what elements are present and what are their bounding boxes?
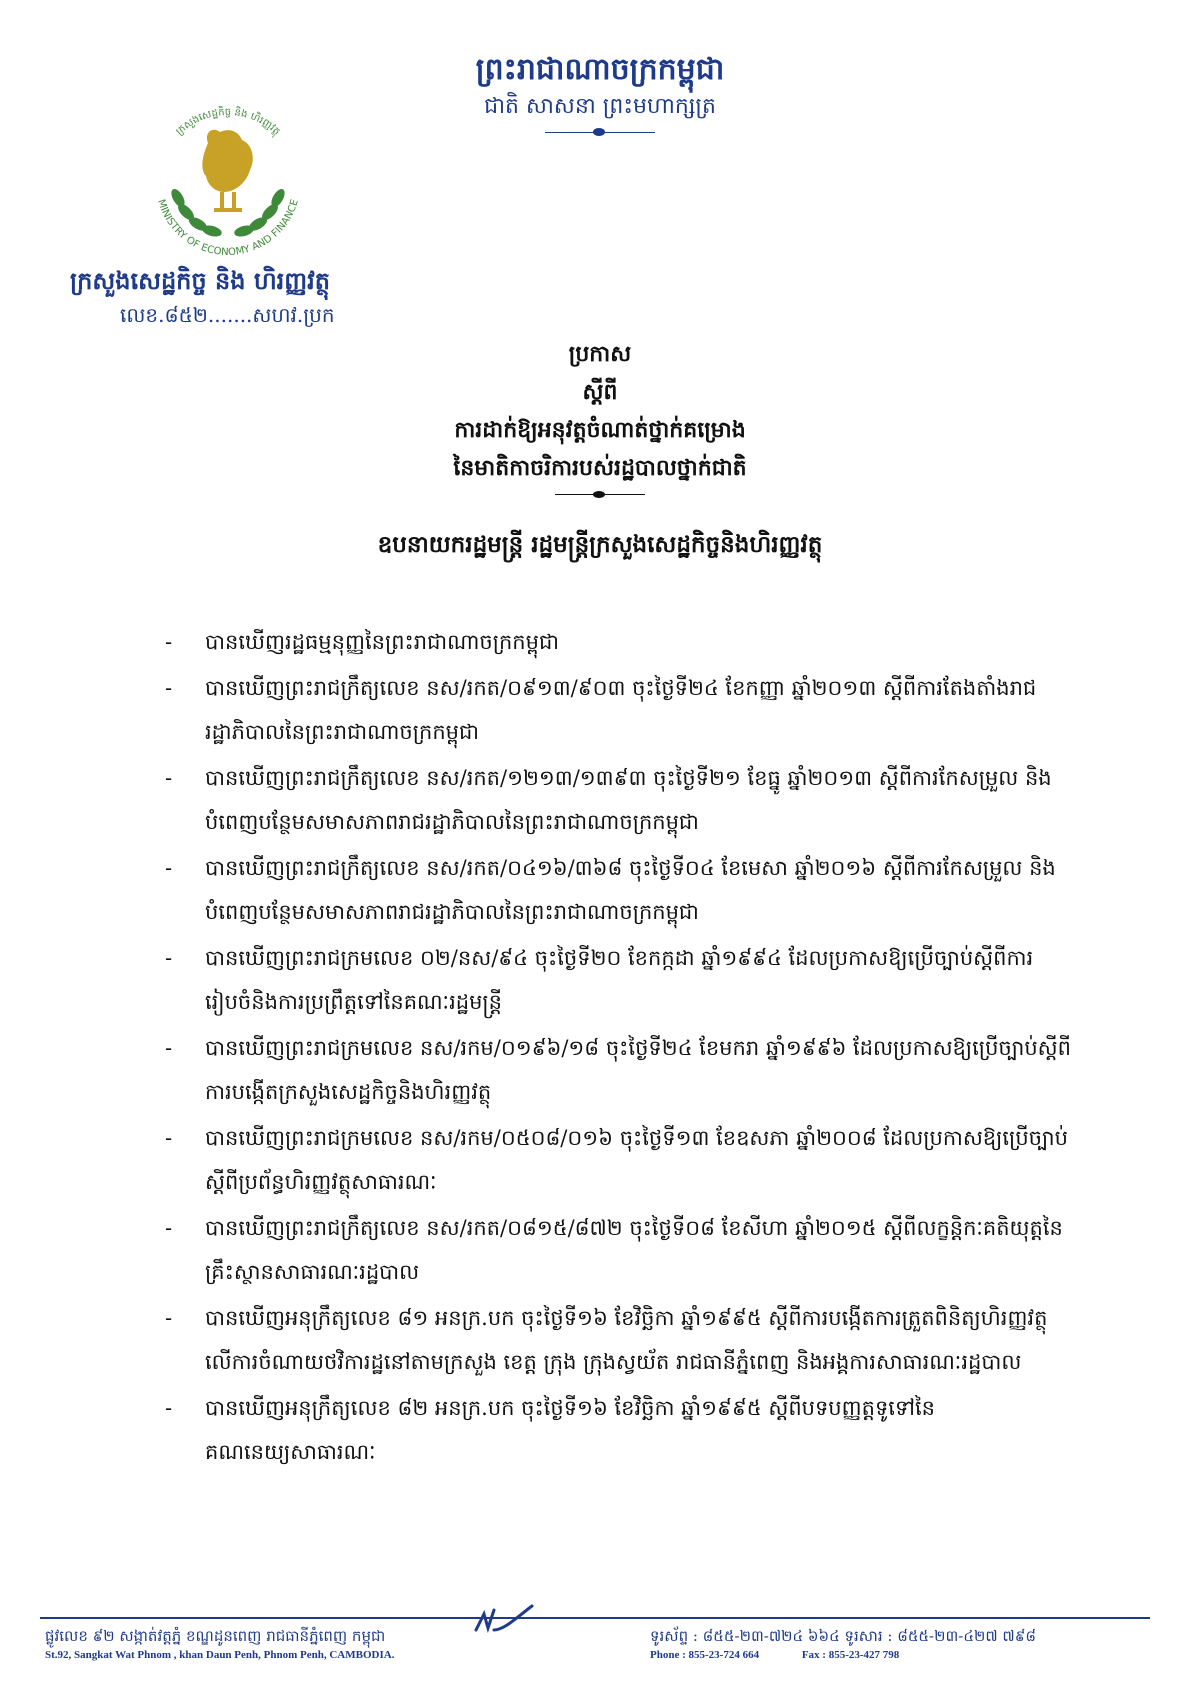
kingdom-header (440, 50, 760, 138)
ministry-name: ក្រសួងសេដ្ឋកិច្ច និង ហិរញ្ញវត្ថុ (70, 266, 330, 295)
list-item: - បានឃើញព្រះរាជក្រឹត្យលេខ នស/រកត/០៨១៥/៨៧២ ចុះថ្ងៃទី០៨ ខែសីហា ឆ្នាំ២០១៥ ស្តីពីលក្ខន្តិកៈគតិយុត្តនៃគ្រឹះស្ថានសាធារណៈរដ្ឋបាល (165, 1216, 1063, 1284)
list-item: - បានឃើញព្រះរាជក្រមលេខ ០២/នស/៩៤ ចុះថ្ងៃទី២០ ខែកក្កដា ឆ្នាំ១៩៩៤ ដែលប្រកាសឱ្យប្រើច្បាប់ស្តីពីការរៀបចំនិងការប្រព្រឹត្តទៅនៃគណៈរដ្ឋមន្ត្រី (165, 946, 1034, 1014)
title-ornament-divider (555, 491, 645, 499)
list-item: - បានឃើញព្រះរាជក្រឹត្យលេខ នស/រកត/១២១៣/១៣៩៣ ចុះថ្ងៃទី២១ ខែធ្នូ ឆ្នាំ២០១៣ ស្តីពីការកែសម្រួល និងបំពេញបន្ថែមសមាសភាពរាជរដ្ឋាភិបាលនៃព្រះរាជាណាចក្រកម្ពុជា (165, 766, 1052, 834)
svg-text:MINISTRY OF ECONOMY AND FINANC (155, 198, 301, 258)
contact-khmer: ទូរស័ព្ទ : ៨៥៥-២៣-៧២៤ ៦៦៤ ទូរសារ : ៨៥៥-២៣-៤២៧ ៧៩៨ (650, 1627, 1036, 1645)
legal-basis-list (165, 620, 1075, 1476)
address-english: St.92, Sangkat Wat Phnom , khan Daun Penh, Phnom Penh, CAMBODIA. (45, 1649, 395, 1661)
emblem-text-top: ក្រសួងសេដ្ឋកិច្ច និង ហិរញ្ញវត្ថុ (174, 106, 283, 138)
list-item: - បានឃើញព្រះរាជក្រឹត្យលេខ នស/រកត/០៤១៦/៣៦៨ ចុះថ្ងៃទី០៤ ខែមេសា ឆ្នាំ២០១៦ ស្តីពីការកែសម្រួល និងបំពេញបន្ថែមសមាសភាពរាជរដ្ឋាភិបាលនៃព្រះរាជាណាចក្រកម្ពុជា (165, 856, 1056, 924)
list-item: - បានឃើញព្រះរាជក្រមលេខ នស/រកម/០៥០៨/០១៦ ចុះថ្ងៃទី១៣ ខែឧសភា ឆ្នាំ២០០៨ ដែលប្រកាសឱ្យប្រើច្បាប់ស្តីពីប្រព័ន្ធហិរញ្ញវត្ថុសាធារណៈ (165, 1126, 1068, 1194)
title-subject-line-2: នៃមាតិកាចរិការបស់រដ្ឋបាលថ្នាក់ជាតិ (453, 455, 747, 481)
fax-number: Fax : 855-23-427 798 (801, 1649, 900, 1661)
address-khmer: ផ្លូវលេខ ៩២ សង្កាត់វត្តភ្នំ ខណ្ឌដូនពេញ រាជធានីភ្នំពេញ កម្ពុជា (45, 1627, 386, 1645)
list-item: - បានឃើញអនុក្រឹត្យលេខ ៨២ អនក្រ.បក ចុះថ្ងៃទី១៦ ខែវិច្ឆិកា ឆ្នាំ១៩៩៥ ស្តីពីបទបញ្ញត្តទូទៅនៃគណនេយ្យសាធារណៈ (165, 1396, 935, 1464)
national-motto: ជាតិ សាសនា ព្រះមហាក្សត្រ (484, 94, 716, 119)
kingdom-title: ព្រះរាជាណាចក្រកម្ពុជា (475, 52, 725, 87)
document-title-block (260, 335, 940, 564)
header-ornament-divider (545, 128, 655, 138)
title-on: ស្តីពី (582, 379, 618, 405)
phone-number: Phone : 855-23-724 664 (650, 1649, 760, 1661)
footer-divider (40, 1617, 1150, 1619)
minister-heading: ឧបនាយករដ្ឋមន្ត្រី រដ្ឋមន្ត្រីក្រសួងសេដ្ឋកិច្ចនិងហិរញ្ញវត្ថុ (377, 531, 823, 558)
contact-english (650, 1647, 1150, 1663)
list-item: - បានឃើញព្រះរាជក្រមលេខ នស/រកម/០១៩៦/១៨ ចុះថ្ងៃទី២៤ ខែមករា ឆ្នាំ១៩៩៦ ដែលប្រកាសឱ្យប្រើច្បាប់ស្តីពីការបង្កើតក្រសួងសេដ្ឋកិច្ចនិងហិរញ្ញវត្ថុ (165, 1036, 1071, 1104)
title-prakas: ប្រកាស (568, 341, 632, 367)
list-item: - បានឃើញរដ្ឋធម្មនុញ្ញនៃព្រះរាជាណាចក្រកម្ពុជា (165, 630, 559, 654)
emblem-text-bottom: MINISTRY OF ECONOMY AND FINANCE (155, 198, 301, 259)
footer-address (45, 1625, 505, 1663)
reference-number: លេខ.៨៥២.......សហវ.ប្រក (120, 303, 335, 327)
ministry-emblem-logo (138, 88, 318, 268)
list-item: - បានឃើញព្រះរាជក្រឹត្យលេខ នស/រកត/០៩១៣/៩០៣ ចុះថ្ងៃទី២៤ ខែកញ្ញា ឆ្នាំ២០១៣ ស្តីពីការតែងតាំងរាជរដ្ឋាភិបាលនៃព្រះរាជាណាចក្រកម្ពុជា (165, 676, 1037, 744)
footer-contact (650, 1625, 1150, 1663)
title-subject-line-1: ការដាក់ឱ្យអនុវត្តចំណាត់ថ្នាក់គម្រោង (454, 417, 746, 443)
list-item: - បានឃើញអនុក្រឹត្យលេខ ៨១ អនក្រ.បក ចុះថ្ងៃទី១៦ ខែវិច្ឆិកា ឆ្នាំ១៩៩៥ ស្តីពីការបង្កើតការត្រួតពិនិត្យហិរញ្ញវត្ថុលើការចំណាយថវិការដ្ឋនៅតាមក្រសួង ខេត្ត ក្រុង ក្រុងស្វយ័ត រាជធានីភ្នំពេញ និងអង្គការសាធារណៈរដ្ឋបាល (165, 1306, 1048, 1374)
ministry-block (70, 265, 390, 329)
